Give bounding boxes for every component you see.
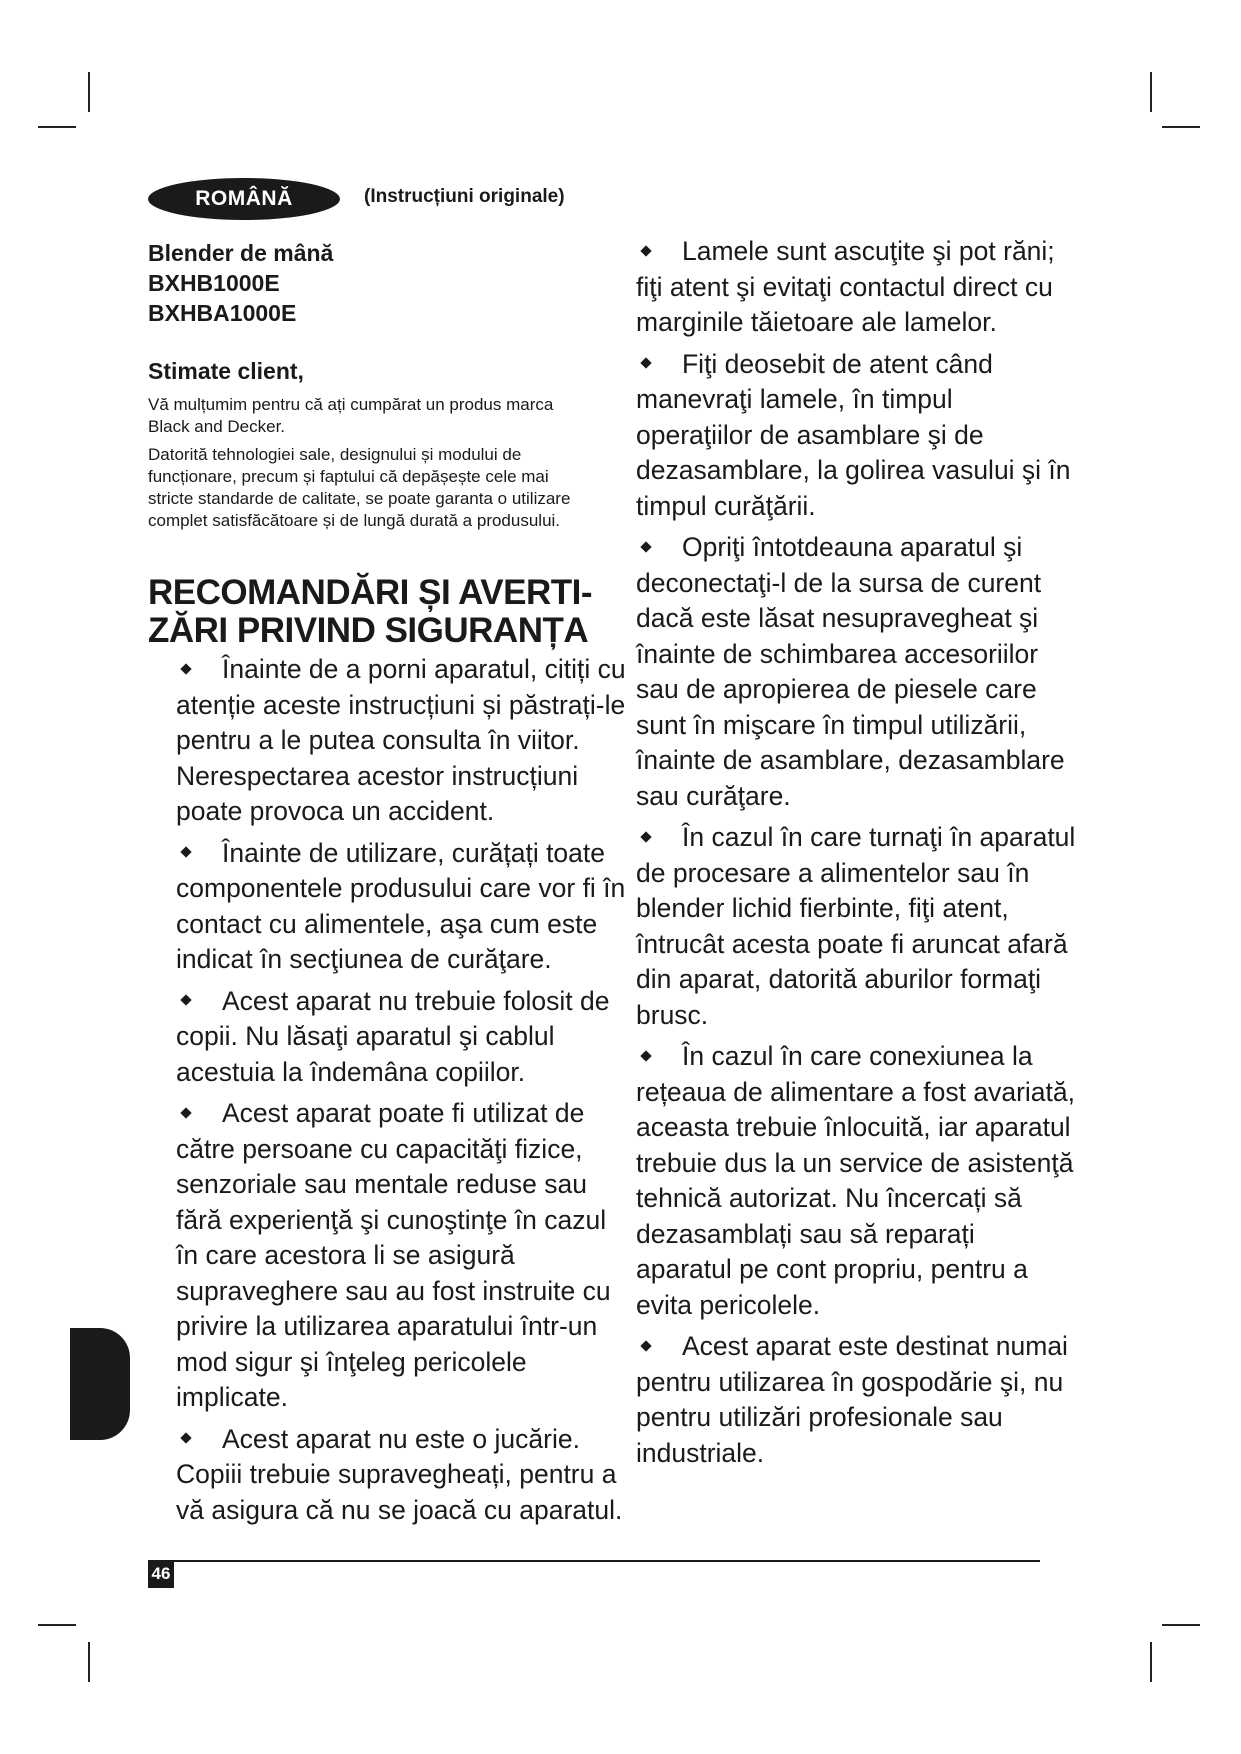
safety-item-text: În cazul în care conexiunea la rețeaua de alimentare a fost avariată, aceasta trebuie înlocuită, iar aparatul trebuie dus la un service de asistenţă tehnică autorizat. Nu încercați să dezasamblați sau să reparați aparatul pe cont propriu, pentru a evita pericolele. (636, 1041, 1075, 1320)
safety-item-text: Fiţi deosebit de atent când manevraţi lamele, în timpul operaţiilor de asamblare şi de dezasamblare, la golirea vasului şi în timpul curăţării. (636, 348, 1071, 521)
product-block (148, 238, 333, 328)
crop-mark (38, 1624, 76, 1626)
safety-item-text: Acest aparat poate fi utilizat de către persoane cu capacităţi fizice, senzoriale sau mentale reduse sau fără experienţă şi cunoştinţe în cazul în care acestora li se asigură supraveghere sau au fost instruite cu privire la utilizarea aparatului într-un mod sigur şi înţeleg pericolele implicate. (176, 1098, 611, 1412)
safety-item-text: Lamele sunt ascuţite şi pot răni; fiţi atent şi evitaţi contactul direct cu marginile tăietoare ale lamelor. (636, 236, 1055, 337)
crop-mark (38, 126, 76, 128)
crop-mark (1162, 126, 1200, 128)
safety-item (176, 1422, 632, 1529)
safety-item (636, 820, 1076, 1033)
safety-item (176, 1096, 632, 1416)
safety-item (636, 530, 1076, 814)
bullet-icon (640, 1340, 651, 1351)
bullet-icon (180, 846, 191, 857)
safety-item (176, 652, 632, 830)
language-badge: ROMÂNĂ (148, 178, 340, 220)
section-title-line: ZĂRI PRIVIND SIGURANȚA (148, 611, 589, 650)
safety-item-text: Înainte de utilizare, curățați toate componentele produsului care vor fi în contact cu alimentele, aşa cum este indicat în secţiunea de curăţare. (176, 837, 626, 974)
safety-item-text: Acest aparat nu trebuie folosit de copii. Nu lăsaţi aparatul şi cablul acestuia la îndemâna copiilor. (176, 985, 610, 1087)
safety-item (636, 1329, 1076, 1471)
crop-mark (88, 72, 90, 112)
safety-item-text: Înainte de a porni aparatul, citiți cu atenție aceste instrucțiuni și păstrați-le pentru a le putea consulta în viitor. Nerespectarea acestor instrucțiuni poate provoca un accident. (176, 654, 626, 826)
bullet-icon (640, 357, 651, 368)
crop-mark (1150, 1642, 1152, 1682)
left-column (176, 652, 632, 1534)
original-instructions-note: (Instrucțiuni originale) (364, 186, 565, 207)
safety-item-text: Acest aparat nu este o jucărie. Copiii trebuie supravegheați, pentru a vă asigura că nu se joacă cu aparatul. (176, 1423, 623, 1525)
bullet-icon (180, 1107, 191, 1118)
footer-rule (148, 1560, 1040, 1562)
safety-item-text: Acest aparat este destinat numai pentru utilizarea în gospodărie şi, nu pentru utilizări profesionale sau industriale. (636, 1331, 1068, 1468)
bullet-icon (640, 541, 651, 552)
safety-item-text: Opriţi întotdeauna aparatul şi deconectaţi-l de la sursa de curent dacă este lăsat nesupravegheat şi înainte de schimbarea accesoriilor sau de apropierea de piesele care sunt în mişcare în timpul utilizării, înainte de asamblare, dezasamblare sau curăţare. (636, 532, 1065, 811)
section-title (148, 574, 608, 650)
safety-item (636, 347, 1076, 525)
bullet-icon (640, 1050, 651, 1061)
bullet-icon (180, 663, 191, 674)
safety-item-text: În cazul în care turnaţi în aparatul de procesare a alimentelor sau în blender lichid fierbinte, fiţi atent, întrucât acesta poate fi aruncat afară din aparat, datorită aburilor formaţi brusc. (636, 822, 1076, 1030)
product-model: BXHB1000E (148, 270, 280, 296)
language-side-tab (70, 1328, 130, 1440)
crop-mark (1150, 72, 1152, 112)
page-number: 46 (148, 1560, 174, 1588)
crop-mark (1162, 1624, 1200, 1626)
safety-item (176, 836, 632, 978)
safety-item (176, 984, 632, 1091)
bullet-icon (180, 1432, 191, 1443)
bullet-icon (180, 994, 191, 1005)
crop-mark (88, 1642, 90, 1682)
greeting: Stimate client, (148, 358, 304, 384)
section-title-line: RECOMANDĂRI ȘI AVERTI- (148, 573, 592, 612)
intro-paragraph: Vă mulțumim pentru că ați cumpărat un produs marca Black and Decker. (148, 395, 554, 436)
safety-item (636, 234, 1076, 341)
bullet-icon (640, 245, 651, 256)
product-model: BXHBA1000E (148, 300, 297, 326)
product-name: Blender de mână (148, 240, 334, 266)
safety-item (636, 1039, 1076, 1323)
bullet-icon (640, 831, 651, 842)
right-column (636, 234, 1076, 1477)
intro-paragraph: Datorită tehnologiei sale, designului și modului de funcționare, precum și faptului că depășește cele mai stricte standarde de calitate, se poate garanta o utilizare complet satisfăcătoare și de lungă durată a produsului. (148, 445, 571, 530)
intro-text (148, 394, 588, 538)
